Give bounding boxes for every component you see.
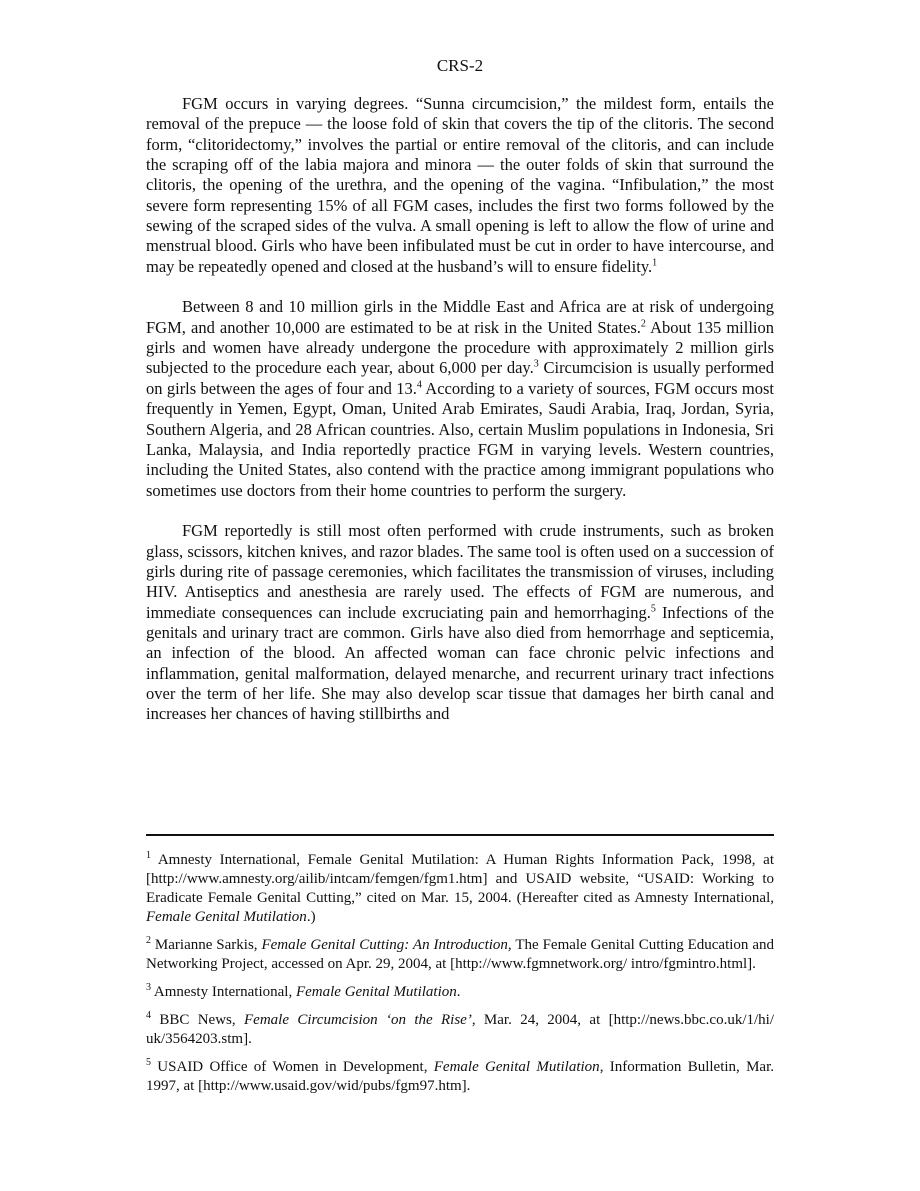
text-run: USAID Office of Women in Development, <box>151 1059 434 1075</box>
footnote-marker: 5 <box>146 1057 151 1068</box>
footnote-4 <box>146 1011 774 1049</box>
paragraph-fgm-degrees <box>146 94 774 277</box>
footnote-divider <box>146 834 774 836</box>
text-run: .) <box>306 909 316 925</box>
footnote-marker: 5 <box>650 603 656 615</box>
text-run: , Mar. 24, 2004, at [http://news.bbc.co.uk/1/hi/ uk/3564203.stm]. <box>146 1012 774 1047</box>
footnote-marker: 3 <box>146 982 151 993</box>
footnotes <box>146 851 774 1105</box>
italic-title: Female Genital Mutilation <box>146 909 307 925</box>
footnote-5 <box>146 1058 774 1096</box>
text-run: BBC News, <box>151 1012 244 1028</box>
footnote-1 <box>146 851 774 927</box>
italic-title: Female Genital Mutilation <box>295 984 457 1000</box>
text-run: FGM reportedly is still most often performed with crude instruments, such as broken glass, scissors, kitchen knives, and razor blades. The same tool is often used on a succession of girls during rite of passage ceremonies, which facilitates the transmission of viruses, including HIV. Antiseptics and anesthesia are rarely used. The effects of FGM are numerous, and immediate consequences can include excruciating pain and hemorrhaging. <box>146 521 774 622</box>
text-run: . <box>456 984 461 1000</box>
text-run: According to a variety of sources, FGM occurs most frequently in Yemen, Egypt, Oman, United Arab Emirates, Saudi Arabia, Iraq, Jordan, Syria, Southern Algeria, and 28 African countries. Also, certain Muslim populations in Indonesia, Sri Lanka, Malaysia, and India reportedly practice FGM in varying levels. Western countries, including the United States, also contend with the practice among immigrant populations who sometimes use doctors from their home countries to perform the surgery. <box>146 378 775 500</box>
footnote-marker: 2 <box>640 318 646 330</box>
footnote-2 <box>146 936 774 974</box>
footnote-marker: 4 <box>146 1010 151 1021</box>
text-run: Circumcision is usually performed on girls between the ages of four and 13. <box>146 358 774 398</box>
italic-title: Female Circumcision ‘on the Rise’ <box>244 1012 472 1028</box>
text-run: , Information Bulletin, Mar. 1997, at [http://www.usaid.gov/wid/pubs/fgm97.htm]. <box>146 1059 775 1094</box>
body-text <box>146 94 774 745</box>
italic-title: Female Genital Mutilation <box>433 1059 600 1075</box>
footnote-3 <box>146 983 774 1002</box>
text-run: Amnesty International, Female Genital Mutilation: A Human Rights Information Pack, 1998, at [http://www.amnesty.org/ailib/intcam/femgen/fgm1.htm] and USAID website, “USAID: Working to Eradicate Female Genital Cutting,” cited on Mar. 15, 2004. (Hereafter cited as Amnesty International, <box>146 852 774 906</box>
footnote-marker: 1 <box>146 850 151 861</box>
paragraph-fgm-prevalence <box>146 297 774 500</box>
text-run: Between 8 and 10 million girls in the Middle East and Africa are at risk of undergoing FGM, and another 10,000 are estimated to be at risk in the United States. <box>146 297 774 337</box>
text-run: The Female Genital Cutting Education and Networking Project, accessed on Apr. 29, 2004, at [http://www.fgmnetwork.org/ intro/fgmintro.html]. <box>146 937 774 972</box>
page-header: CRS-2 <box>436 56 484 75</box>
text-run: Amnesty International, <box>151 984 296 1000</box>
text-run: About 135 million girls and women have already undergone the procedure with approximately 2 million girls subjected to the procedure each year, about 6,000 per day. <box>146 317 775 378</box>
text-run: FGM occurs in varying degrees. “Sunna circumcision,” the mildest form, entails the removal of the prepuce — the loose fold of skin that covers the tip of the clitoris. The second form, “clitoridectomy,” involves the partial or entire removal of the clitoris, and can include the scraping off of the labia majora and minora — the outer folds of skin that surround the clitoris, the opening of the urethra, and the opening of the vagina. “Infibulation,” the most severe form representing 15% of all FGM cases, includes the first two forms followed by the sewing of the scraped sides of the vulva. A small opening is left to allow the flow of urine and menstrual blood. Girls who have been infibulated must be cut in order to have intercourse, and may be repeatedly opened and closed at the husband’s will to ensure fidelity. <box>146 94 774 276</box>
text-run: Marianne Sarkis, <box>151 937 262 953</box>
footnote-marker: 1 <box>652 257 658 269</box>
italic-title: Female Genital Cutting: An Introduction, <box>261 937 512 953</box>
footnote-marker: 4 <box>416 379 422 391</box>
footnote-marker: 3 <box>533 358 539 370</box>
text-run: Infections of the genitals and urinary tract are common. Girls have also died from hemorrhage and septicemia, an infection of the blood. An affected woman can face chronic pelvic infections and inflammation, genital malformation, delayed menarche, and recurrent urinary tract infections over the term of her life. She may also develop scar tissue that damages her birth canal and increases her chances of having stillbirths and <box>146 602 774 724</box>
paragraph-fgm-effects <box>146 521 774 724</box>
footnote-marker: 2 <box>146 935 151 946</box>
